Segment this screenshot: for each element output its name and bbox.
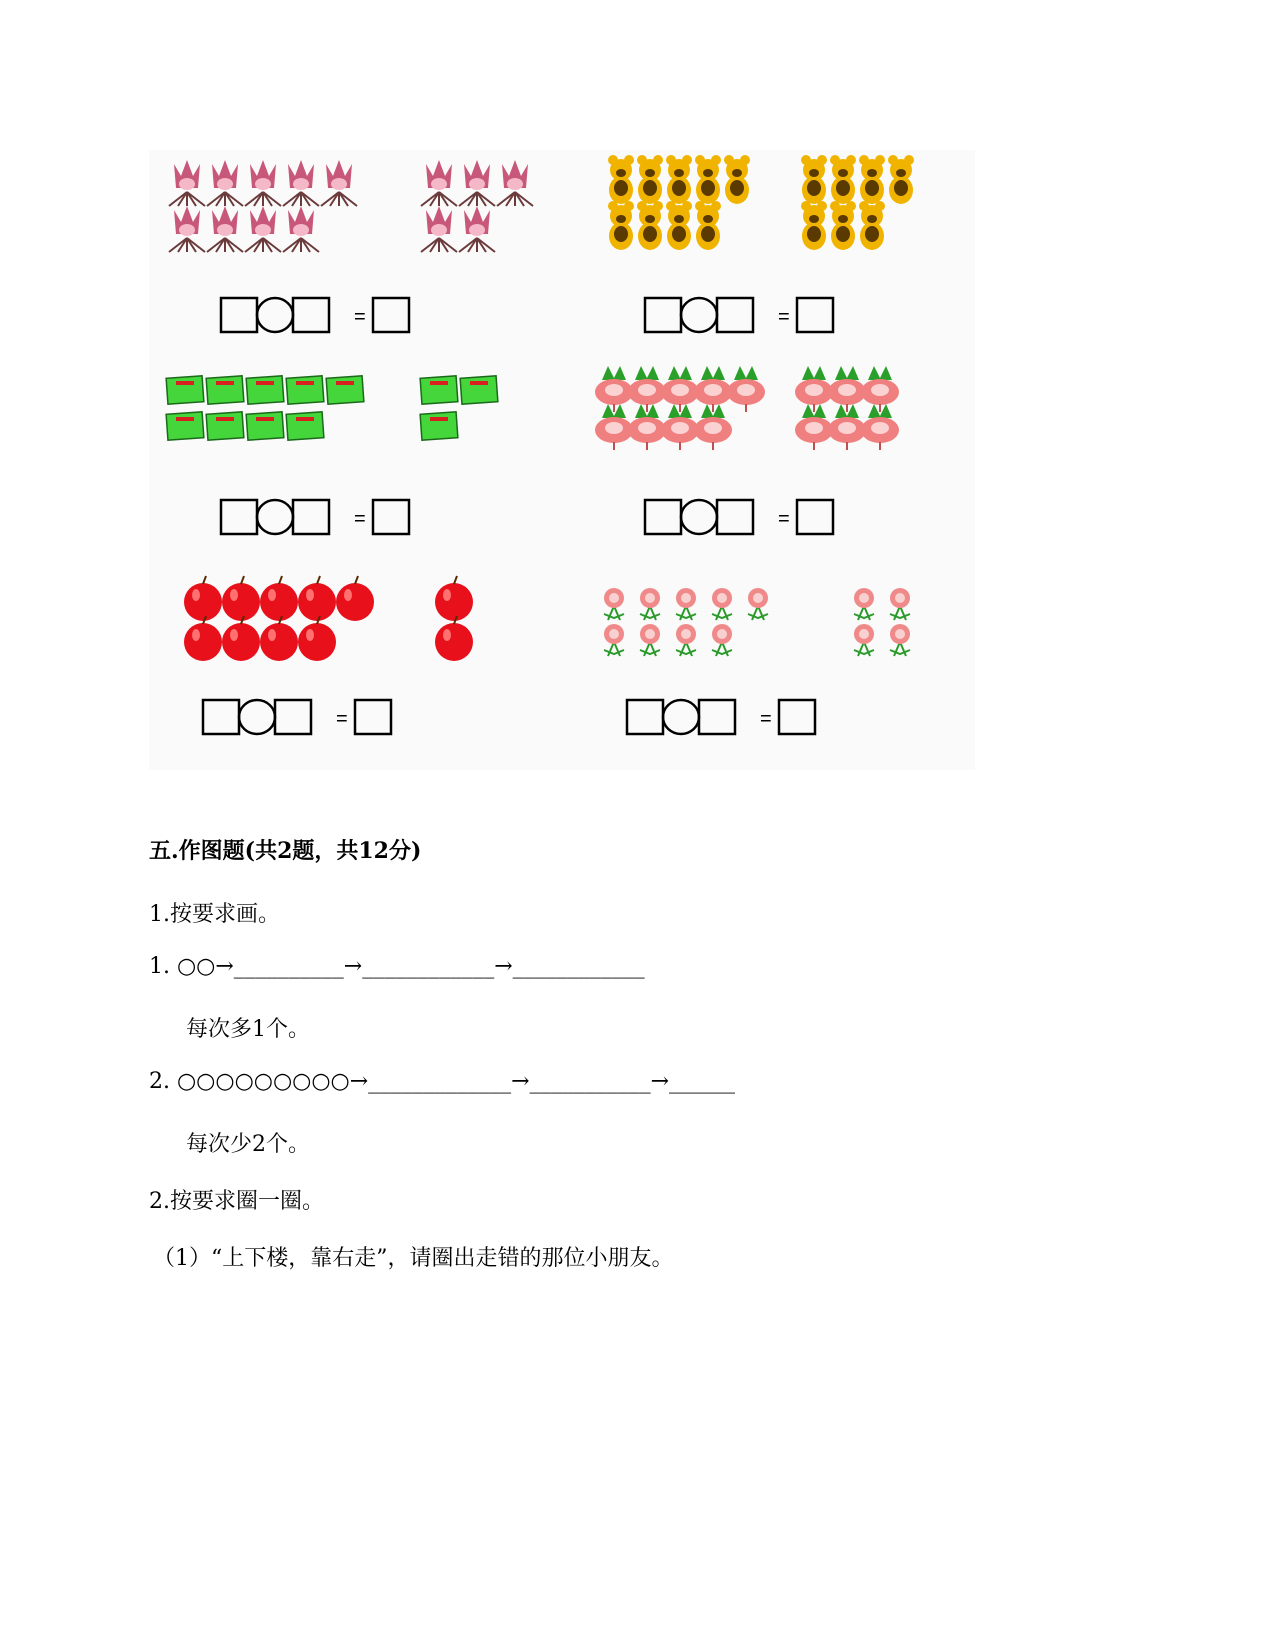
bear-icon <box>801 201 827 250</box>
radish-icon <box>694 366 732 412</box>
green-book-icon <box>286 376 324 404</box>
pink-flower-icon <box>321 160 357 206</box>
pink-flower-icon <box>421 160 457 206</box>
equation-left-2 <box>221 500 409 534</box>
answer-box[interactable] <box>627 700 663 734</box>
flower-plant-icon <box>890 624 910 656</box>
green-book-icon <box>420 376 458 404</box>
bear-icon <box>666 201 692 250</box>
answer-box[interactable] <box>355 700 391 734</box>
counting-figure <box>149 150 975 770</box>
answer-box[interactable] <box>293 298 329 332</box>
answer-box[interactable] <box>275 700 311 734</box>
pink-flower-icon <box>497 160 533 206</box>
apple-icon <box>298 616 336 661</box>
apple-icon <box>336 576 374 621</box>
bear-icon <box>801 155 827 204</box>
apple-icon <box>184 576 222 621</box>
apple-icon <box>184 616 222 661</box>
answer-box[interactable] <box>293 500 329 534</box>
answer-box[interactable] <box>797 298 833 332</box>
equation-right-2 <box>645 500 833 534</box>
equation-right-3 <box>627 700 815 734</box>
radish-icon <box>828 366 866 412</box>
flower-plant-icon <box>640 588 660 620</box>
bear-icon <box>859 155 885 204</box>
green-book-icon <box>166 412 204 440</box>
radish-icon <box>595 366 633 412</box>
equals-sign: = <box>778 306 790 328</box>
counting-figure-canvas <box>149 150 975 770</box>
pink-flower-icon <box>421 206 457 252</box>
question-2-item-1: （1）“上下楼，靠右走”，请圈出走错的那位小朋友。 <box>153 1246 674 1271</box>
pink-flower-icon <box>283 206 319 252</box>
bear-icon <box>695 155 721 204</box>
pink-flower-icon <box>245 160 281 206</box>
green-book-icon <box>326 376 364 404</box>
green-book-icon <box>206 376 244 404</box>
operator-circle[interactable] <box>257 298 293 332</box>
flower-plant-icon <box>712 624 732 656</box>
equation-left-3 <box>203 700 391 734</box>
bear-icon <box>830 155 856 204</box>
green-book-icon <box>166 376 204 404</box>
bear-icon <box>666 155 692 204</box>
pink-flower-icon <box>459 160 495 206</box>
pink-flower-icon <box>459 206 495 252</box>
pink-flower-icon <box>207 206 243 252</box>
flower-plant-icon <box>676 624 696 656</box>
flower-plant-icon <box>890 588 910 620</box>
equals-sign: = <box>760 708 772 730</box>
answer-box[interactable] <box>645 298 681 332</box>
operator-circle[interactable] <box>257 500 293 534</box>
question-1-item-2-note: 每次少2个。 <box>186 1132 310 1157</box>
section-title: 五.作图题(共2题，共12分) <box>149 838 422 864</box>
pink-flower-icon <box>207 160 243 206</box>
apple-icon <box>222 576 260 621</box>
answer-box[interactable] <box>221 298 257 332</box>
radish-icon <box>795 366 833 412</box>
radish-icon <box>661 366 699 412</box>
flower-plant-icon <box>640 624 660 656</box>
bear-icon <box>888 155 914 204</box>
green-book-icon <box>246 376 284 404</box>
operator-circle[interactable] <box>239 700 275 734</box>
equals-sign: = <box>336 708 348 730</box>
radish-icon <box>727 366 765 412</box>
bear-icon <box>637 155 663 204</box>
question-1-heading: 1.按要求画。 <box>149 902 280 927</box>
answer-box[interactable] <box>779 700 815 734</box>
answer-box[interactable] <box>203 700 239 734</box>
answer-box[interactable] <box>717 298 753 332</box>
bear-icon <box>724 155 750 204</box>
flower-plant-icon <box>748 588 768 620</box>
equation-left-1 <box>221 298 409 332</box>
apple-icon <box>222 616 260 661</box>
pink-flower-icon <box>245 206 281 252</box>
apple-icon <box>260 616 298 661</box>
equals-sign: = <box>354 306 366 328</box>
question-1-item-1: 1. ○○→__________→____________→____________ <box>149 954 645 979</box>
question-1-item-1-note: 每次多1个。 <box>186 1017 310 1042</box>
equals-sign: = <box>354 508 366 530</box>
answer-box[interactable] <box>699 700 735 734</box>
flower-plant-icon <box>604 588 624 620</box>
flower-plant-icon <box>604 624 624 656</box>
bear-icon <box>695 201 721 250</box>
green-book-icon <box>460 376 498 404</box>
equals-sign: = <box>778 508 790 530</box>
bear-icon <box>608 155 634 204</box>
flower-plant-icon <box>854 624 874 656</box>
pink-flower-icon <box>283 160 319 206</box>
operator-circle[interactable] <box>663 700 699 734</box>
question-2-heading: 2.按要求圈一圈。 <box>149 1189 324 1214</box>
pink-flower-icon <box>169 206 205 252</box>
green-book-icon <box>286 412 324 440</box>
equation-right-1 <box>645 298 833 332</box>
operator-circle[interactable] <box>681 298 717 332</box>
bear-icon <box>830 201 856 250</box>
green-book-icon <box>206 412 244 440</box>
bear-icon <box>637 201 663 250</box>
apple-icon <box>435 576 473 621</box>
operator-circle[interactable] <box>681 500 717 534</box>
green-book-icon <box>246 412 284 440</box>
answer-box[interactable] <box>645 500 681 534</box>
apple-icon <box>435 616 473 661</box>
answer-box[interactable] <box>221 500 257 534</box>
green-book-icon <box>420 412 458 440</box>
question-1-item-2: 2. ○○○○○○○○○→_____________→___________→______ <box>149 1069 736 1094</box>
answer-box[interactable] <box>717 500 753 534</box>
answer-box[interactable] <box>373 500 409 534</box>
pink-flower-icon <box>169 160 205 206</box>
apple-icon <box>260 576 298 621</box>
answer-box[interactable] <box>797 500 833 534</box>
flower-plant-icon <box>854 588 874 620</box>
bear-icon <box>608 201 634 250</box>
apple-icon <box>298 576 336 621</box>
radish-icon <box>628 366 666 412</box>
flower-plant-icon <box>712 588 732 620</box>
bear-icon <box>859 201 885 250</box>
flower-plant-icon <box>676 588 696 620</box>
answer-box[interactable] <box>373 298 409 332</box>
radish-icon <box>861 366 899 412</box>
